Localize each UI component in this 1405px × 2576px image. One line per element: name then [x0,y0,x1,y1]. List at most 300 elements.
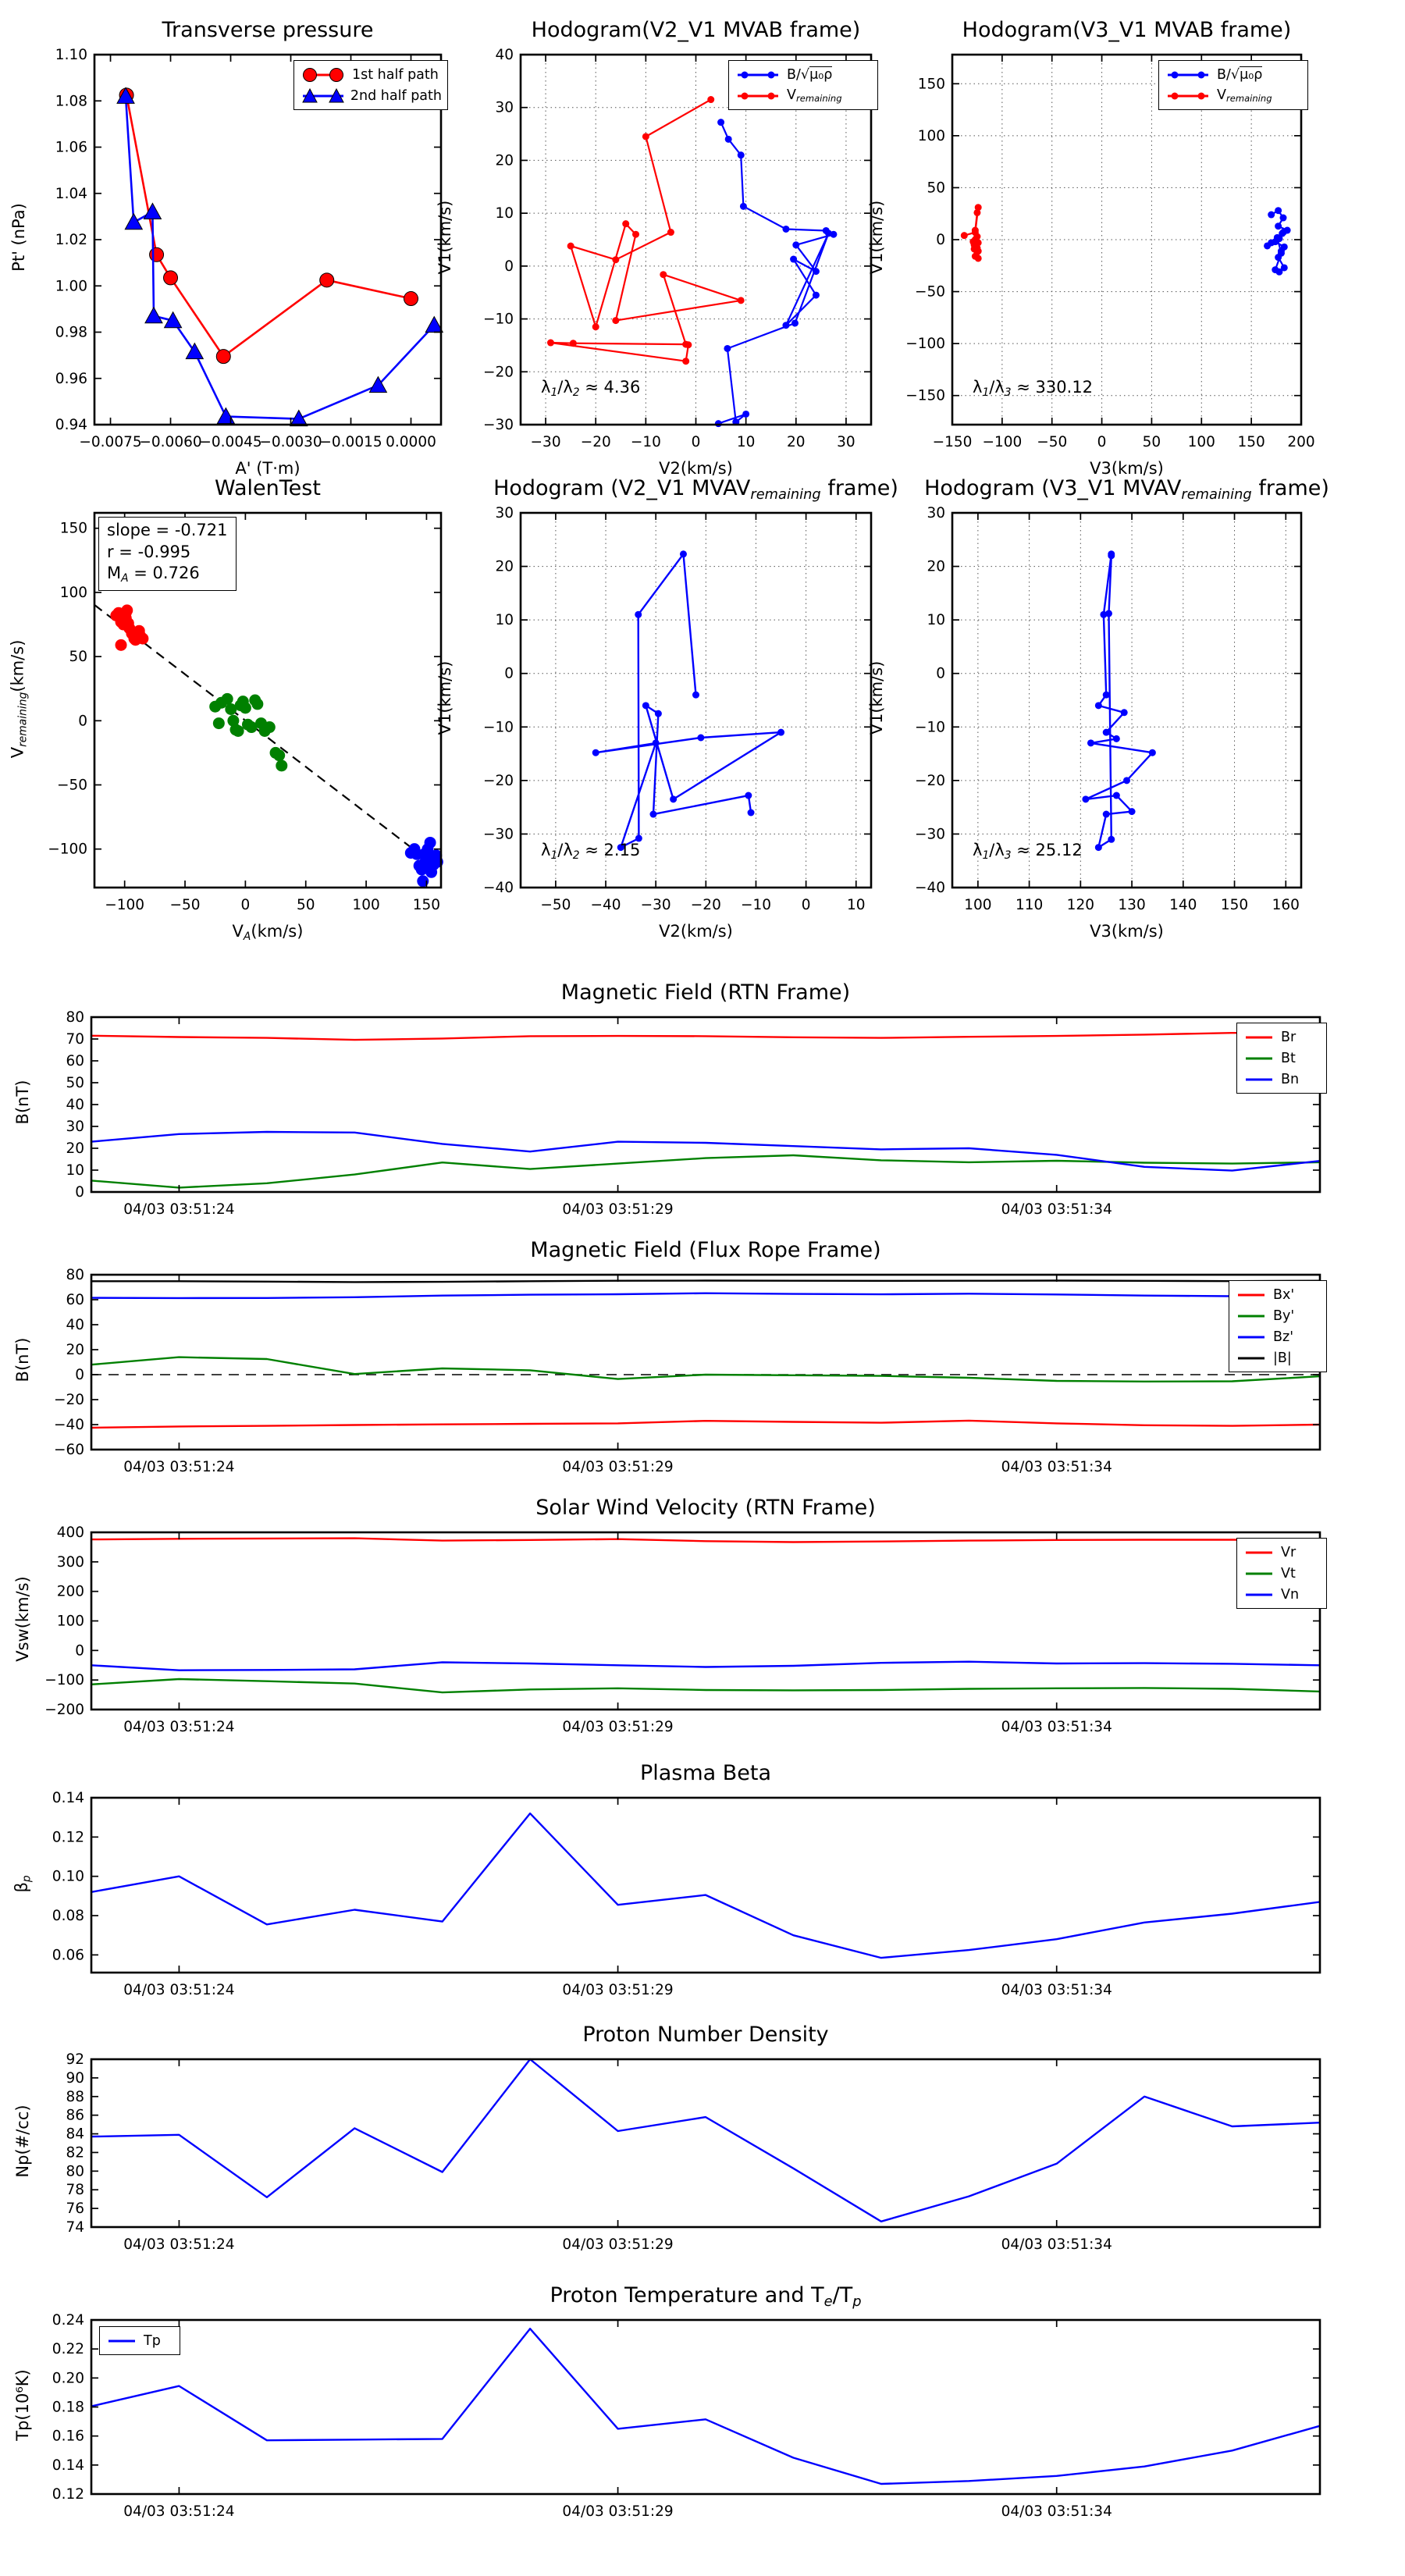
dot-marker [975,247,982,254]
chart-7 [54,1267,1320,1475]
dot-marker [240,702,251,713]
legend-label: Bn [1281,1071,1300,1087]
y-tick-label: 20 [66,1342,84,1358]
chart-title: Magnetic Field (Flux Rope Frame) [530,1238,881,1262]
dot-marker [973,209,980,216]
dot-marker [273,749,285,761]
eigenvalue-ratio-annotation: $\lambda_1/\lambda_3 \approx 330.12$ [973,378,1094,399]
x-tick-label: 10 [736,434,756,450]
x-tick-label: −0.0015 [319,434,382,450]
y-tick-label: 10 [495,612,514,629]
y-tick-label: 10 [495,205,514,222]
y-tick-label: −30 [914,826,945,843]
dot-marker [547,340,554,347]
y-tick-label: −30 [482,417,514,433]
legend-glyph [1243,1565,1275,1582]
y-tick-label: 76 [66,2201,84,2218]
y-tick-label: −40 [914,880,945,896]
dot-marker [1113,735,1120,742]
x-tick-label: 150 [1220,897,1249,913]
dot-marker [567,243,574,250]
dot-marker [1108,836,1115,843]
dot-marker [707,96,714,103]
dot-marker [1280,215,1287,222]
x-tick-label: −50 [169,897,201,913]
x-tick-label: 140 [1169,897,1197,913]
circle-marker [404,292,418,306]
y-axis-label: Tp(10⁶K) [13,2368,32,2441]
dot-marker [975,254,982,262]
y-tick-label: 0.08 [52,1908,84,1925]
circle-marker [320,273,334,287]
legend-glyph [1243,1029,1275,1046]
dot-marker [1103,729,1110,736]
dot-marker [1274,234,1281,241]
y-axis-label: V1(km/s) [436,200,454,275]
x-tick-label: 10 [846,897,866,913]
dot-marker [813,292,820,299]
x-tick-label: 04/03 03:51:24 [123,2236,235,2253]
axes-frame [521,513,871,888]
y-axis-label: V1(km/s) [867,660,886,735]
y-tick-label: 92 [66,2051,84,2068]
legend-label: Bz' [1273,1329,1294,1345]
legend-glyph [1235,1350,1268,1367]
y-tick-label: −10 [482,719,514,736]
x-tick-label: −50 [1037,434,1068,450]
y-tick-label: 80 [66,1009,84,1026]
x-tick-label: 04/03 03:51:34 [1001,2236,1112,2253]
circle-marker [164,271,178,285]
legend-item [300,64,442,85]
y-tick-label: 0.10 [52,1868,84,1885]
y-tick-label: 0 [936,665,945,682]
y-tick-label: 0 [936,232,945,248]
circle-marker [216,350,230,364]
walen-stats-box [98,517,237,591]
y-tick-label: −100 [44,1672,84,1689]
legend-glyph [300,66,347,84]
x-tick-label: −30 [530,434,561,450]
eigenvalue-ratio-annotation: $\lambda_1/\lambda_2 \approx 4.36$ [541,378,641,399]
dot-marker [1113,792,1120,799]
y-tick-label: 90 [66,2069,84,2087]
chart-8 [44,1525,1320,1735]
y-tick-label: 0.16 [52,2428,84,2445]
dot-marker [791,319,799,326]
x-axis-label: V3(km/s) [1090,922,1164,941]
y-tick-label: 0.06 [52,1947,84,1964]
dot-marker [1108,552,1115,559]
y-tick-label: 50 [927,180,945,197]
y-tick-label: 100 [56,1613,84,1630]
dot-marker [692,692,699,699]
legend-item [1165,64,1302,85]
dot-marker [685,341,692,348]
legend-label: B/√μ₀ρ [1217,66,1263,83]
dot-marker [660,271,667,278]
chart-10 [66,2051,1320,2253]
legend-label: $V_{remaining}$ [787,87,842,105]
legend-label: Bt [1281,1050,1296,1066]
dot-marker [642,133,649,140]
dot-marker [264,721,276,733]
y-tick-label: −40 [53,1417,84,1433]
y-tick-label: −20 [482,772,514,789]
y-tick-label: 88 [66,2088,84,2105]
y-tick-label: 100 [59,584,87,601]
y-tick-label: 100 [917,127,945,144]
legend-item [1243,1563,1321,1584]
y-axis-label: B(nT) [13,1337,32,1382]
dot-marker [790,256,797,263]
y-tick-label: 30 [495,99,514,116]
chart-9 [52,1790,1320,1998]
dot-marker [748,809,755,817]
axes-frame [91,1275,1320,1450]
legend-label: 1st half path [352,66,439,83]
x-tick-label: 110 [1015,897,1044,913]
dot-marker [1123,777,1130,784]
dot-marker [1095,702,1102,709]
dot-marker [276,760,287,771]
legend-label: |B| [1273,1350,1292,1366]
x-tick-label: 0 [691,434,701,450]
y-tick-label: −200 [44,1702,84,1718]
x-tick-label: 50 [296,897,315,913]
y-tick-label: 0.24 [52,2312,84,2329]
legend-glyph [1243,1544,1275,1561]
dot-marker [570,340,577,347]
legend-item [1235,1305,1321,1326]
x-tick-label: 150 [1237,434,1265,450]
dot-marker [1095,844,1102,851]
series-Bn [91,1132,1320,1171]
series-Vn [91,1662,1320,1670]
legend-item [1243,1584,1321,1605]
legend-glyph [1235,1329,1268,1346]
y-tick-label: 20 [927,558,945,575]
legend [1229,1280,1327,1372]
x-tick-label: −10 [740,897,771,913]
x-tick-label: 50 [1142,434,1161,450]
dot-marker [715,420,722,427]
series-By-prime [91,1357,1320,1382]
dot-marker [745,792,752,799]
x-tick-label: 04/03 03:51:24 [123,2503,235,2520]
dot-marker [1280,229,1287,236]
legend-item [735,85,872,106]
x-axis-label: V2(km/s) [659,922,733,941]
dot-marker [116,639,127,651]
series-beta-p [91,1813,1320,1958]
chart-title: Hodogram (V2_V1 $MVAV_{remaining}$ frame) [493,476,898,503]
legend [1158,60,1308,110]
legend-label: Br [1281,1029,1297,1045]
x-tick-label: 30 [837,434,855,450]
dot-marker [592,323,599,330]
x-tick-label: 04/03 03:51:34 [1001,1201,1112,1218]
chart-title: Proton Temperature and $T_e/T_p$ [550,2283,862,2310]
legend-label: Vr [1281,1544,1297,1560]
series-Bx-prime [91,1421,1320,1428]
chart-title: WalenTest [215,476,321,500]
y-tick-label: 0.20 [52,2370,84,2387]
dot-marker [130,634,141,646]
y-tick-label: 1.08 [55,93,87,110]
y-tick-label: 10 [927,612,945,629]
x-tick-label: 04/03 03:51:29 [562,1982,674,1998]
x-axis-label: A' (T·m) [235,459,301,478]
legend-glyph [1243,1050,1275,1067]
dot-marker [667,229,674,236]
legend-item [105,2330,174,2351]
y-tick-label: 0 [504,665,514,682]
legend-label: Vt [1281,1565,1296,1582]
chart-title: Hodogram(V3_V1 MVAB frame) [962,18,1292,42]
chart-2 [905,55,1314,450]
legend-item [1235,1284,1321,1305]
legend-glyph [300,87,345,105]
x-tick-label: 0 [801,897,811,913]
legend-glyph [1165,66,1211,84]
y-tick-label: 82 [66,2144,84,2161]
y-tick-label: 60 [66,1292,84,1308]
dot-marker [697,735,704,742]
y-tick-label: 84 [66,2126,84,2143]
y-tick-label: 40 [66,1317,84,1333]
dot-marker [1272,266,1279,273]
legend-label: B/√μ₀ρ [787,66,833,83]
y-tick-label: 1.02 [55,232,87,248]
y-tick-label: 20 [66,1140,84,1157]
y-tick-label: 50 [69,649,87,666]
dot-marker [1264,242,1271,249]
x-tick-label: 100 [1187,434,1215,450]
dot-marker [972,227,979,234]
legend-label: Bx' [1273,1286,1295,1303]
x-tick-label: 04/03 03:51:29 [562,1459,674,1475]
dot-marker [742,411,749,418]
dot-marker [1268,212,1275,219]
y-tick-label: 20 [495,152,514,169]
legend-item [1243,1026,1321,1048]
x-tick-label: −0.0060 [139,434,202,450]
legend-label: By' [1273,1308,1295,1324]
stat-line: slope = -0.721 [107,521,228,539]
x-tick-label: 100 [352,897,380,913]
y-tick-label: 400 [56,1525,84,1541]
x-tick-label: −10 [630,434,661,450]
axes-frame [91,1532,1320,1710]
x-tick-label: 04/03 03:51:34 [1001,1982,1112,1998]
legend-glyph [1243,1586,1275,1603]
y-tick-label: 1.06 [55,139,87,156]
stat-line: $M_A = 0.726$ [107,564,200,585]
triangle-marker [145,308,162,323]
x-tick-label: −30 [640,897,671,913]
legend-item [1243,1069,1321,1090]
x-tick-label: 0 [1097,434,1107,450]
y-tick-label: 30 [495,505,514,521]
x-tick-label: −0.0045 [199,434,262,450]
dot-marker [1082,795,1089,802]
dot-marker [973,235,980,242]
dot-marker [632,231,639,238]
y-tick-label: −10 [914,719,945,736]
circle-marker [150,247,164,262]
dot-marker [1105,610,1112,617]
series-Tp [91,2329,1320,2484]
legend-item [1235,1347,1321,1368]
dot-marker [1278,250,1285,257]
y-tick-label: 86 [66,2107,84,2124]
dot-marker [1103,692,1110,699]
y-tick-label: 0.14 [52,2457,84,2474]
dot-marker [740,203,747,210]
dot-marker [680,550,687,557]
series-Np [91,2059,1320,2222]
x-tick-label: 120 [1066,897,1094,913]
series-Bmag [91,1281,1320,1283]
series-Vt [91,1679,1320,1692]
dot-marker [738,151,745,158]
stat-line: r = -0.995 [107,542,191,561]
triangle-marker [186,343,203,359]
dot-marker [622,220,629,227]
dot-marker [717,119,724,126]
y-tick-label: −150 [905,387,945,404]
axes-frame [91,1798,1320,1973]
x-tick-label: 20 [787,434,806,450]
y-tick-label: −50 [56,777,87,794]
y-tick-label: −50 [914,283,945,301]
series-fit-line [94,605,441,870]
x-tick-label: −0.0075 [79,434,142,450]
legend [99,2326,180,2355]
dot-marker [724,345,731,352]
legend-item [1235,1326,1321,1347]
y-tick-label: 0.18 [52,2399,84,2416]
y-tick-label: 0 [504,258,514,275]
dot-marker [725,136,732,143]
y-tick-label: 0.94 [55,417,87,433]
x-tick-label: 160 [1272,897,1300,913]
x-tick-label: 04/03 03:51:29 [562,1719,674,1735]
x-tick-label: 150 [412,897,441,913]
chart-title: Transverse pressure [162,18,374,42]
x-axis-label: V3(km/s) [1090,459,1164,478]
dot-marker [251,698,263,710]
dot-marker [635,611,642,618]
y-tick-label: 150 [59,520,87,537]
y-axis-label: B(nT) [13,1080,32,1125]
series-second-half-path [126,96,434,418]
y-tick-label: 80 [66,2163,84,2180]
y-tick-label: −20 [914,772,945,789]
chart-title: Plasma Beta [639,1761,772,1785]
y-axis-label: Pt' (nPa) [9,203,28,272]
y-tick-label: 0.12 [52,2486,84,2503]
x-tick-label: 04/03 03:51:24 [123,1459,235,1475]
legend-label: 2nd half path [350,87,442,104]
dot-marker [961,232,968,239]
y-tick-label: 150 [917,76,945,93]
dot-marker [642,702,649,709]
dot-marker [738,297,745,304]
y-tick-label: 1.10 [55,47,87,63]
y-tick-label: 0.22 [52,2341,84,2358]
legend [1236,1538,1327,1609]
dot-marker [233,725,244,737]
x-tick-label: 04/03 03:51:34 [1001,1459,1112,1475]
x-tick-label: 130 [1118,897,1146,913]
y-axis-label: V1(km/s) [867,200,886,275]
series-Bz-prime [91,1293,1320,1298]
x-tick-label: 04/03 03:51:24 [123,1201,235,1218]
chart-title: Hodogram (V3_V1 $MVAV_{remaining}$ frame) [924,476,1329,503]
dot-marker [116,612,128,624]
dot-marker [782,322,789,329]
y-tick-label: 0 [75,1184,84,1201]
series-v-hodogram [596,554,781,848]
y-tick-label: −40 [482,880,514,896]
x-tick-label: 04/03 03:51:29 [562,2503,674,2520]
y-tick-label: 200 [56,1583,84,1600]
y-tick-label: −20 [482,364,514,381]
dot-marker [670,795,677,802]
x-tick-label: −40 [590,897,621,913]
dot-marker [222,693,233,705]
dot-marker [1121,709,1128,716]
dot-marker [422,843,433,855]
legend [293,60,448,110]
y-tick-label: 0.12 [52,1829,84,1846]
y-tick-label: −100 [48,841,87,858]
dot-marker [653,739,660,746]
x-tick-label: 04/03 03:51:34 [1001,2503,1112,2520]
legend-glyph [1243,1071,1275,1088]
dot-marker [1129,808,1136,815]
dot-marker [825,229,832,237]
series-first-half-path [126,95,411,357]
legend-label: Vn [1281,1586,1300,1603]
chart-title: Proton Number Density [582,2023,829,2047]
chart-11 [52,2312,1320,2520]
x-tick-label: −100 [105,897,145,913]
y-tick-label: 0.98 [55,324,87,341]
chart-title: Magnetic Field (RTN Frame) [560,980,851,1005]
x-tick-label: 04/03 03:51:29 [562,2236,674,2253]
axes-frame [94,55,441,425]
y-tick-label: 0 [75,1642,84,1660]
y-tick-label: 0 [75,1367,84,1383]
dot-marker [213,717,225,729]
y-tick-label: −60 [53,1442,84,1458]
legend-glyph [1165,87,1211,105]
dot-marker [782,226,789,233]
y-tick-label: −10 [482,311,514,328]
y-tick-label: −20 [53,1392,84,1408]
x-tick-label: −0.0030 [259,434,322,450]
y-tick-label: 78 [66,2182,84,2199]
y-tick-label: 30 [927,505,945,521]
dot-marker [792,241,799,248]
dot-marker [777,729,784,736]
x-tick-label: 0 [240,897,251,913]
dot-marker [1275,207,1282,214]
x-tick-label: 200 [1287,434,1315,450]
